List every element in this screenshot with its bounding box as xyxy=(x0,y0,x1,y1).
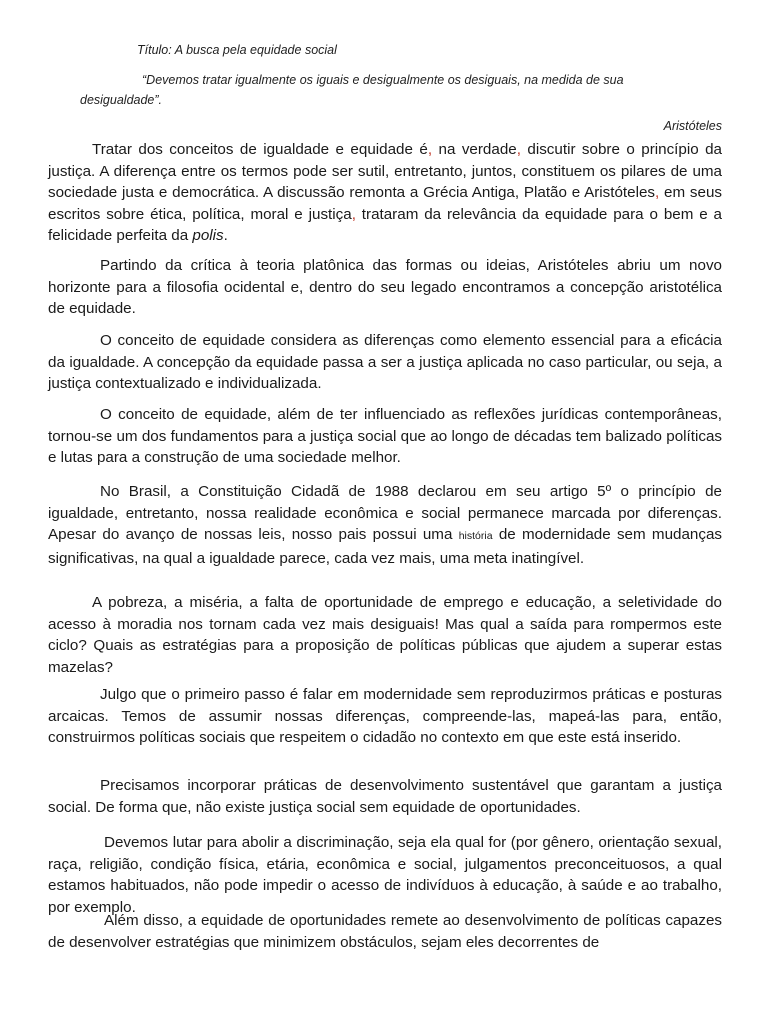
paragraph-8: Precisamos incorporar práticas de desenvolvimento sustentável que garantam a justiça social. De forma que, não existe justiça social sem equidade de oportunidades. xyxy=(48,777,722,816)
epigraph-author: Aristóteles xyxy=(663,119,722,133)
paragraph-1-text: na verdade xyxy=(432,141,517,158)
paragraph-1-end: . xyxy=(223,227,228,244)
paragraph-2: Partindo da crítica à teoria platônica das formas ou ideias, Aristóteles abriu um novo horizonte para a filosofia ocidental e, dentro do seu legado encontramos a concepção aristotélica de equidade. xyxy=(48,257,722,317)
paragraph-10: Além disso, a equidade de oportunidades remete ao desenvolvimento de políticas capazes de desenvolver estratégias que minimizem obstáculos, sejam eles decorrentes de xyxy=(48,912,722,951)
paragraph-9: Devemos lutar para abolir a discriminação, seja ela qual for (por gênero, orientação sexual, raça, religião, condição física, etária, econômica e social, julgamentos preconceituosos, a qual estamos habituados, não pode impedir o acesso de indivíduos à educação, à saúde e ao trabalho, por exemplo. xyxy=(48,834,722,916)
paragraph-7: Julgo que o primeiro passo é falar em modernidade sem reproduzirmos práticas e posturas arcaicas. Temos de assumir nossas diferenças, compreende-las, mapeá-las para, então, construirmos políticas sociais que respeitem o cidadão no contexto em que este está inserido. xyxy=(48,686,722,746)
paragraph-1-text: em seus escritos sobre ética, política, moral e justiça xyxy=(48,184,722,223)
highlighted-comma: , xyxy=(655,184,660,201)
paragraph-4: O conceito de equidade, além de ter influenciado as reflexões jurídicas contemporâneas, tornou-se um dos fundamentos para a justiça social que ao longo de décadas tem balizado políticas e lutas para a construção de uma sociedade melhor. xyxy=(48,406,722,466)
document-title: Título: A busca pela equidade social xyxy=(137,43,337,57)
paragraph-1-text: trataram da relevância da equidade para o bem e a felicidade perfeita da xyxy=(48,205,722,244)
highlighted-comma: , xyxy=(516,141,521,158)
paragraph-1 xyxy=(48,139,722,247)
small-word: história xyxy=(458,530,493,542)
paragraph-5 xyxy=(48,481,722,569)
paragraph-6: A pobreza, a miséria, a falta de oportunidade de emprego e educação, a seletividade do acesso à moradia nos tornam cada vez mais desiguais! Mas qual a saída para rompermos este ciclo? Quais as estratégias para a proposição de políticas públicas que ajudem a superar estas mazelas? xyxy=(48,594,722,676)
paragraph-5-text: No Brasil, a Constituição Cidadã de 1988 declarou em seu artigo 5º o princípio de igualdade, entretanto, nossa realidade econômica e social permanece marcada por diferenças. Apesar do avanço de nossas leis, nosso pais possui uma xyxy=(48,483,722,543)
paragraph-5-text: de modernidade sem mudanças significativas, na qual a igualdade parece, cada vez mais, uma meta inatingível. xyxy=(48,526,722,567)
polis-term: polis xyxy=(192,227,224,244)
paragraph-1-text: discutir sobre o princípio da justiça. A diferença entre os termos pode ser sutil, entretanto, juntos, constituem os pilares de uma sociedade justa e democrática. A discussão remonta a Grécia Antiga, Platão e Aristóteles xyxy=(48,141,722,201)
paragraph-1-text: Tratar dos conceitos de igualdade e equidade é xyxy=(92,141,428,158)
epigraph-quote: “Devemos tratar igualmente os iguais e desigualmente os desiguais, na medida de sua desigualdade”. xyxy=(80,73,624,107)
highlighted-comma: , xyxy=(427,141,433,158)
highlighted-comma: , xyxy=(351,205,356,223)
paragraph-3: O conceito de equidade considera as diferenças como elemento essencial para a eficácia da igualdade. A concepção da equidade passa a ser a justiça aplicada no caso particular, ou seja, a justiça contextualizado e individualizada. xyxy=(48,332,722,392)
